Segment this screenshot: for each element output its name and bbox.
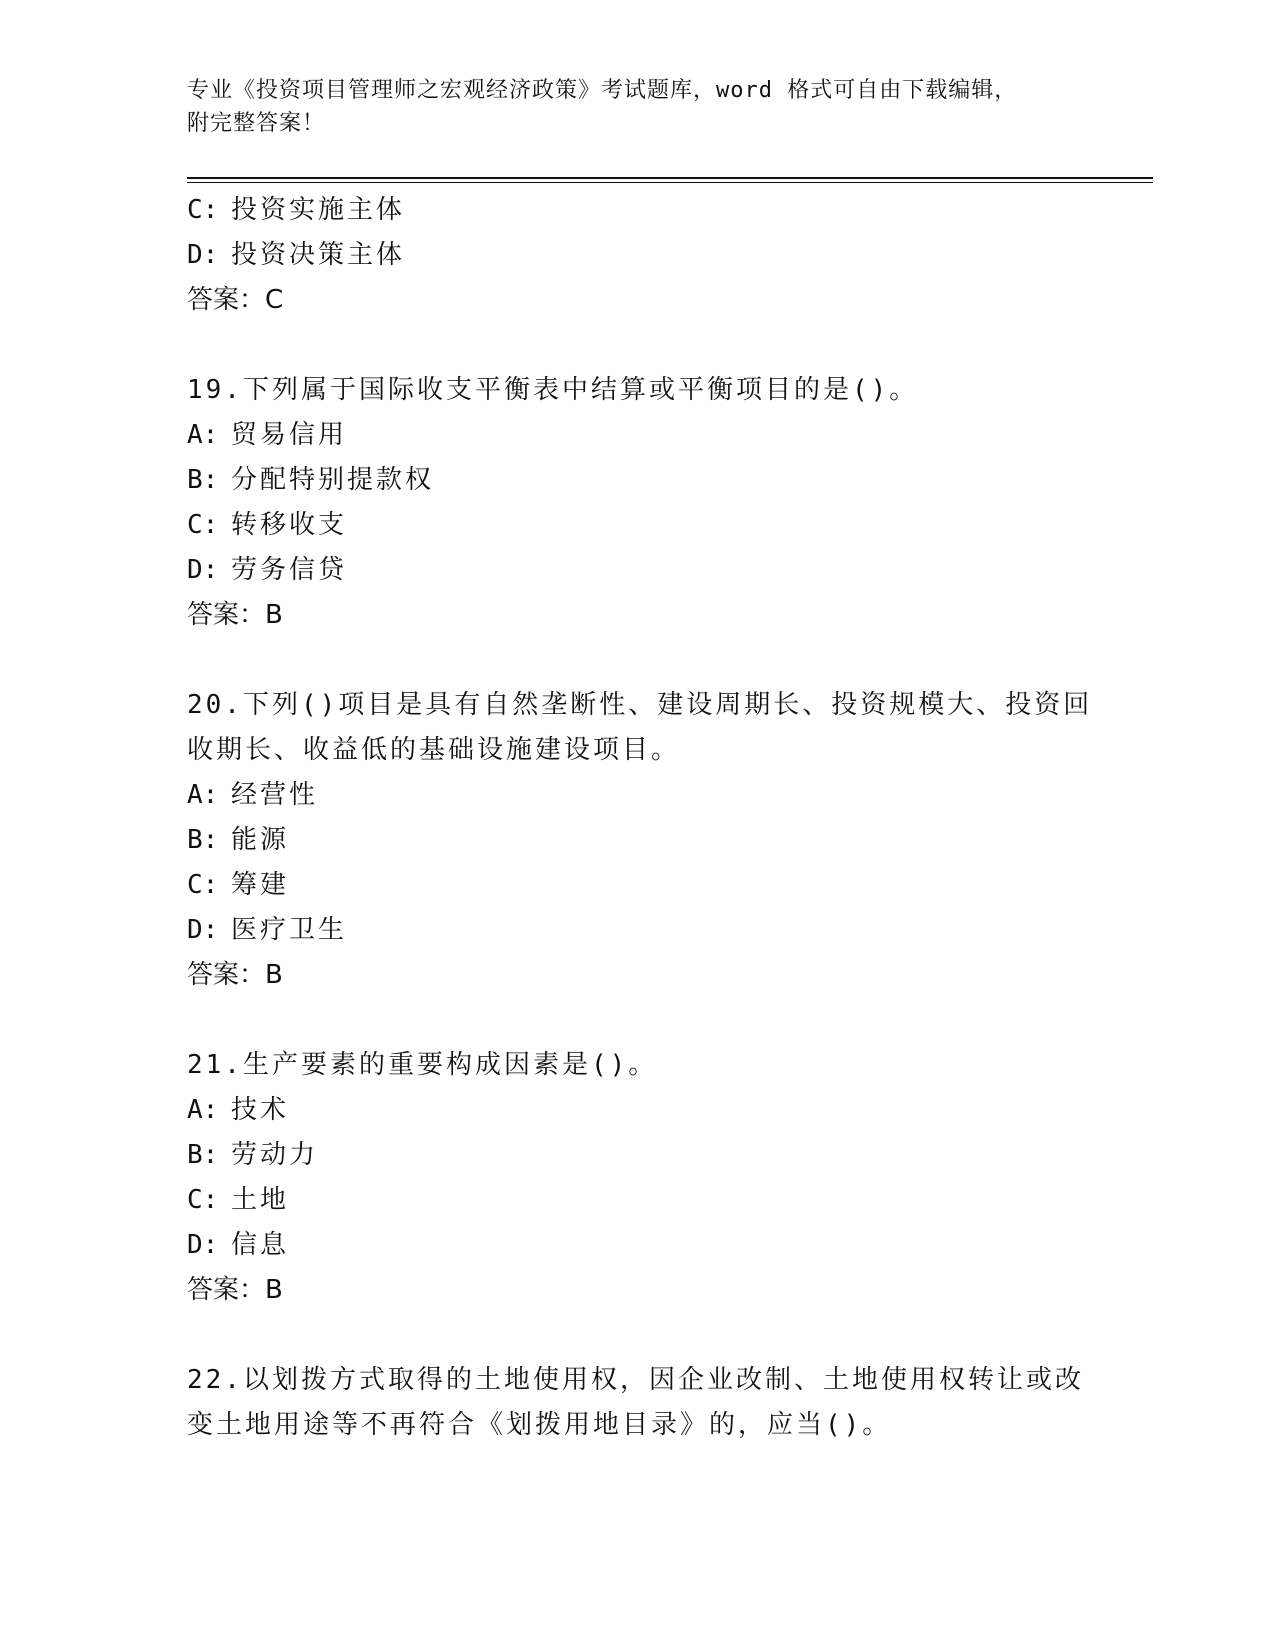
header-line-1: 专业《投资项目管理师之宏观经济政策》考试题库，word 格式可自由下载编辑，: [187, 78, 1018, 103]
option-d: D: 劳务信贷: [187, 555, 348, 585]
option-d: D: 投资决策主体: [187, 240, 406, 270]
document-header: [187, 74, 1087, 140]
option-a: A: 经营性: [187, 780, 319, 810]
header-rule-thin: [187, 182, 1153, 183]
answer: 答案：B: [187, 960, 283, 990]
question-stem-19: 19.下列属于国际收支平衡表中结算或平衡项目的是()。: [187, 375, 919, 405]
option-c: C: 投资实施主体: [187, 195, 406, 225]
question-stem-20-line-2: 收期长、收益低的基础设施建设项目。: [187, 735, 681, 765]
option-b: B: 能源: [187, 825, 290, 855]
question-stem-21: 21.生产要素的重要构成因素是()。: [187, 1050, 658, 1080]
question-stem-20-line-1: 20.下列()项目是具有自然垄断性、建设周期长、投资规模大、投资回: [187, 690, 1093, 720]
question-stem-22-line-2: 变土地用途等不再符合《划拨用地目录》的，应当()。: [187, 1410, 892, 1440]
answer: 答案：B: [187, 600, 283, 630]
header-rule-thick: [187, 177, 1153, 179]
answer: 答案：C: [187, 285, 284, 315]
option-c: C: 土地: [187, 1185, 290, 1215]
option-d: D: 信息: [187, 1230, 290, 1260]
option-b: B: 分配特别提款权: [187, 465, 435, 495]
option-a: A: 贸易信用: [187, 420, 348, 450]
option-a: A: 技术: [187, 1095, 290, 1125]
option-d: D: 医疗卫生: [187, 915, 348, 945]
option-c: C: 筹建: [187, 870, 290, 900]
answer: 答案：B: [187, 1275, 283, 1305]
question-stem-22-line-1: 22.以划拨方式取得的土地使用权，因企业改制、土地使用权转让或改: [187, 1365, 1084, 1395]
header-line-2: 附完整答案！: [187, 111, 326, 136]
option-c: C: 转移收支: [187, 510, 348, 540]
option-b: B: 劳动力: [187, 1140, 319, 1170]
